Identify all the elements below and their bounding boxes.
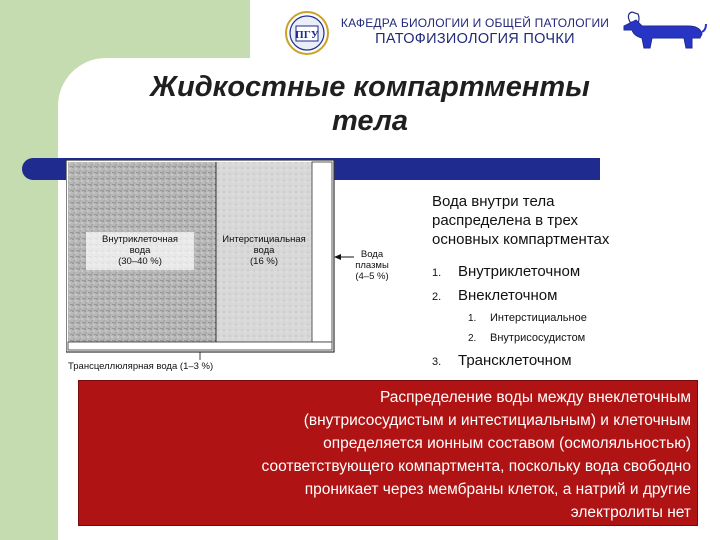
note-line-3: определяется ионным составом (осмоляльностью) bbox=[323, 435, 691, 452]
note-line-6: электролиты нет bbox=[570, 504, 691, 521]
transcellular-label: Трансцеллюлярная вода (1–3 %) bbox=[68, 361, 214, 372]
list-number: 3. bbox=[432, 356, 442, 368]
intro-line-2: распределена в трех bbox=[432, 212, 579, 229]
sublist-number: 1. bbox=[468, 313, 477, 324]
intracellular-label-2: вода bbox=[129, 245, 151, 256]
water-distribution-note bbox=[78, 380, 698, 526]
slide-title-line2: тела bbox=[331, 105, 409, 137]
intro-line-1: Вода внутри тела bbox=[432, 193, 555, 210]
logo-text: ПГУ bbox=[295, 29, 319, 41]
sublist-label: Интерстициальное bbox=[490, 312, 587, 324]
university-logo-icon bbox=[284, 10, 330, 56]
interstitial-value: (16 %) bbox=[250, 256, 278, 267]
list-item-3 bbox=[432, 352, 572, 369]
plasma-region bbox=[312, 162, 332, 342]
list-item bbox=[432, 262, 712, 286]
lecture-topic: ПАТОФИЗИОЛОГИЯ ПОЧКИ bbox=[375, 31, 575, 47]
note-line-4: соответствующего компартмента, поскольку вода свободно bbox=[261, 458, 691, 475]
slide-title bbox=[70, 70, 670, 138]
sublist-number: 2. bbox=[468, 333, 477, 344]
intracellular-label: Внутриклеточная bbox=[102, 234, 178, 245]
slide-title-line1: Жидкостные компартменты bbox=[150, 71, 590, 103]
sublist-item bbox=[468, 310, 708, 330]
list-number: 2. bbox=[432, 291, 442, 303]
extracellular-sublist bbox=[468, 310, 708, 350]
transcellular-region bbox=[68, 342, 332, 350]
fluid-compartments-diagram bbox=[66, 160, 416, 375]
department-name: КАФЕДРА БИОЛОГИИ И ОБЩЕЙ ПАТОЛОГИИ bbox=[340, 16, 610, 30]
plasma-label-2: плазмы bbox=[355, 260, 389, 271]
interstitial-label: Интерстициальная bbox=[222, 234, 306, 245]
intro-text bbox=[432, 192, 702, 249]
plasma-value: (4–5 %) bbox=[355, 271, 389, 282]
list-label: Трансклеточном bbox=[458, 352, 572, 369]
sublist-label: Внутрисосудистом bbox=[490, 332, 586, 344]
list-item bbox=[432, 286, 712, 310]
plasma-label: Вода bbox=[360, 249, 384, 260]
note-line-5: проникает через мембраны клеток, а натрий и другие bbox=[304, 481, 691, 498]
compartment-list bbox=[432, 262, 712, 310]
list-number: 1. bbox=[432, 267, 442, 279]
note-line-2: (внутрисосудистым и интестициальным) и клеточным bbox=[303, 412, 691, 429]
intracellular-value: (30–40 %) bbox=[118, 256, 162, 267]
sublist-item bbox=[468, 330, 708, 350]
intro-line-3: основных компартментах bbox=[432, 231, 610, 248]
note-line-1: Распределение воды между внеклеточным bbox=[379, 389, 691, 406]
list-label: Внутриклеточном bbox=[458, 263, 581, 280]
list-label: Внеклеточном bbox=[458, 287, 558, 304]
interstitial-label-2: вода bbox=[253, 245, 275, 256]
dachshund-icon bbox=[618, 8, 708, 58]
